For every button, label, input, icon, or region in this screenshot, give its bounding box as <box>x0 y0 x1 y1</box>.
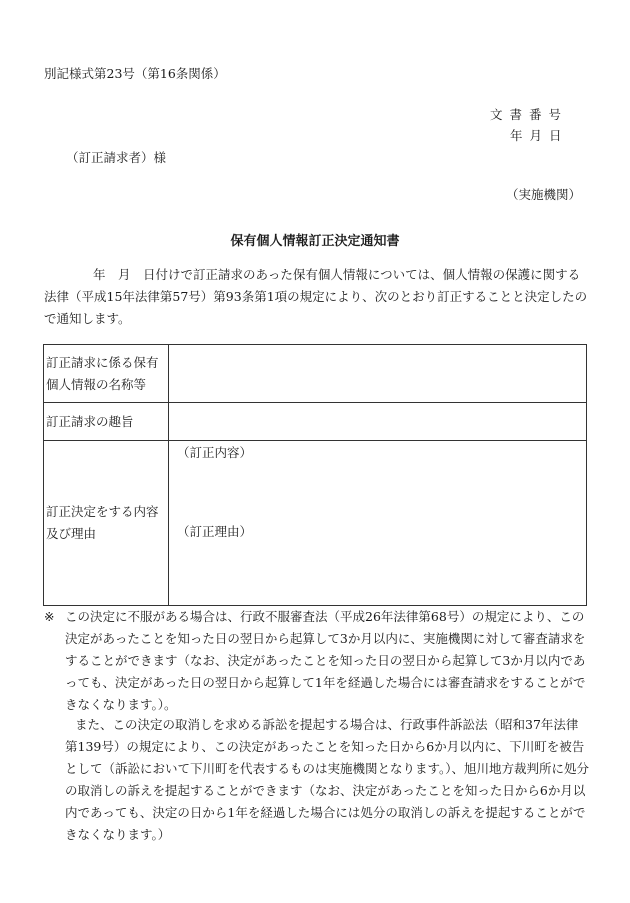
body-paragraph <box>44 264 589 330</box>
row-label-request-purpose: 訂正請求の趣旨 <box>44 403 169 441</box>
agency-label: （実施機関） <box>506 187 582 202</box>
row-label-decision: 訂正決定をする内容及び理由 <box>44 441 169 606</box>
lawsuit-note: また、この決定の取消しを求める訴訟を提起する場合は、行政事件訴訟法（昭和37年法律第139号）の規定により、この決定があったことを知った日から6か月以内に、下川町を被告として（訴訟において下川町を代表するものは実施機関となります。）、旭川地方裁判所に処分の取消しの訴えを提起することができます（なお、決定があったことを知った日から6か月以内であっても、決定の日から1年を経過した場合には処分の取消しの訴えを提起することができなくなります。） <box>65 717 590 842</box>
document-title: 保有個人情報訂正決定通知書 <box>230 234 400 249</box>
document-number-label: 文書番号 <box>490 107 569 122</box>
request-table <box>43 344 587 606</box>
row-value-info-name <box>169 345 587 403</box>
row-label-info-name: 訂正請求に係る保有個人情報の名称等 <box>44 345 169 403</box>
note1-text: この決定に不服がある場合は、行政不服審査法（平成26年法律第68号）の規定により、この決定があったことを知った日の翌日から起算して3か月以内に、実施機関に対して審査請求をすることができます（なお、決定があったことを知った日の翌日から起算して3か月以内であっても、決定があった日の翌日から起算して1年を経過した場合には審査請求をすることができなくなります。）。 <box>65 609 586 712</box>
note-mark: ※ <box>44 609 55 624</box>
appeal-note <box>44 606 590 716</box>
date-label: 年月日 <box>510 128 569 143</box>
correction-reason-label: （訂正理由） <box>177 524 253 539</box>
body-text: 年 月 日付けで訂正請求のあった保有個人情報については、個人情報の保護に関する法律（平成15年法律第57号）第93条第1項の規定により、次のとおり訂正することと決定したので通知します。 <box>44 267 588 326</box>
addressee-label: （訂正請求者）様 <box>66 150 167 165</box>
correction-content-label: （訂正内容） <box>177 445 253 460</box>
row-value-decision <box>169 441 587 606</box>
form-label: 別記様式第23号（第16条関係） <box>44 66 226 81</box>
row-value-request-purpose <box>169 403 587 441</box>
